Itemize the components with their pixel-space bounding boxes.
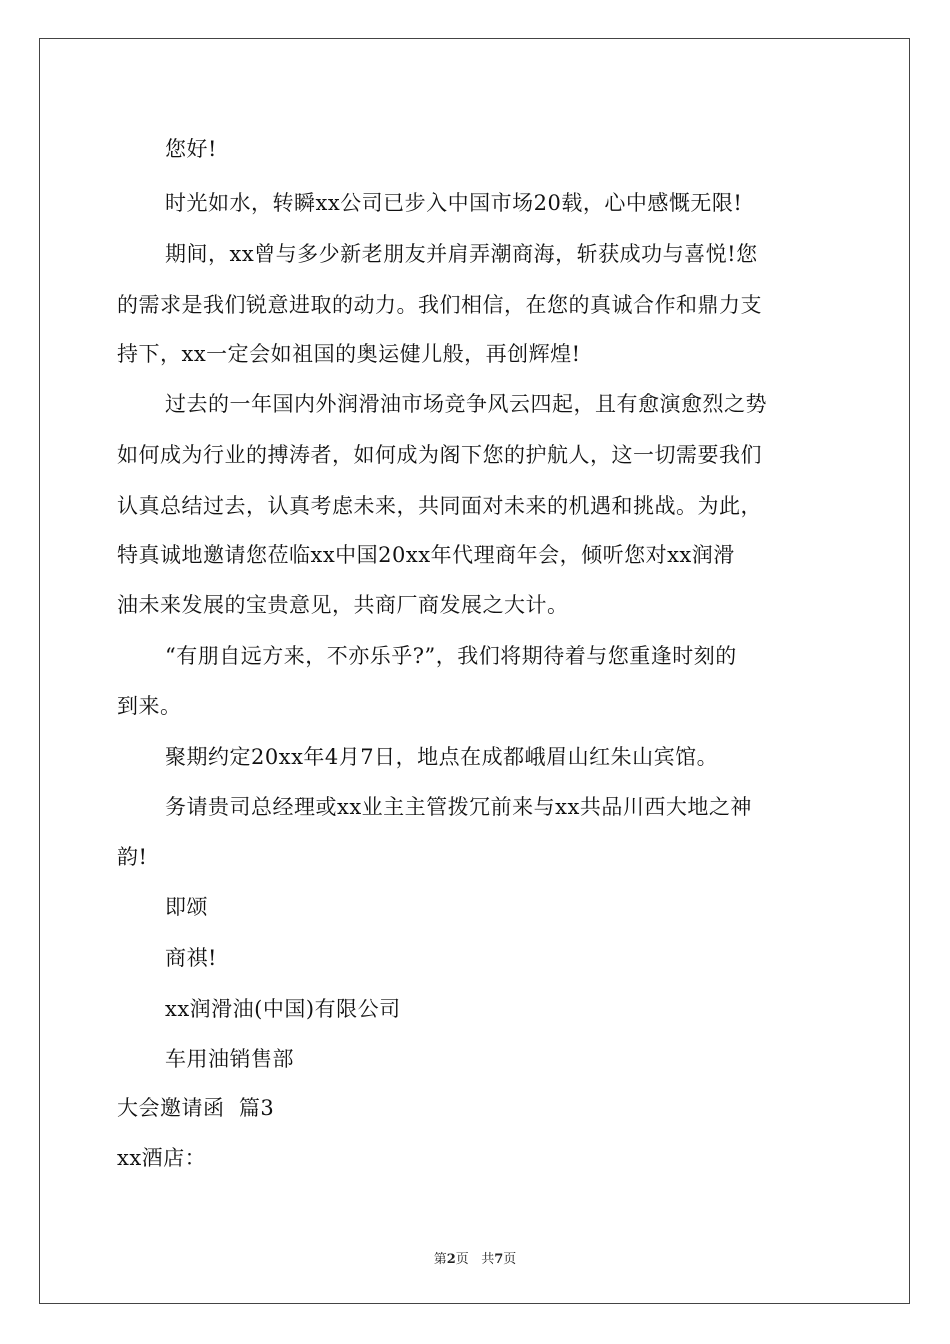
paragraph-5: 聚期约定20xx年4月7日，地点在成都峨眉山红朱山宾馆。 xyxy=(165,745,719,769)
signature-company: xx润滑油(中国)有限公司 xyxy=(165,997,401,1021)
addressee: xx酒店： xyxy=(117,1146,207,1170)
paragraph-6-line-2: 韵! xyxy=(117,845,148,869)
page-footer xyxy=(0,1248,950,1267)
signature-department: 车用油销售部 xyxy=(165,1047,294,1071)
paragraph-1: 时光如水，转瞬xx公司已步入中国市场20载，心中感慨无限! xyxy=(165,191,743,215)
paragraph-3-line-1: 过去的一年国内外润滑油市场竞争风云四起，且有愈演愈烈之势 xyxy=(165,392,767,416)
paragraph-4-line-2: 到来。 xyxy=(117,694,182,718)
closing-line-1: 即颂 xyxy=(165,895,208,919)
paragraph-2-line-2: 的需求是我们锐意进取的动力。我们相信，在您的真诚合作和鼎力支 xyxy=(117,293,762,317)
paragraph-2-line-1: 期间，xx曾与多少新老朋友并肩弄潮商海，斩获成功与喜悦!您 xyxy=(165,242,758,266)
footer-label-pre: 第 xyxy=(433,1252,447,1267)
paragraph-3-line-4: 特真诚地邀请您莅临xx中国20xx年代理商年会，倾听您对xx润滑 xyxy=(117,543,735,567)
paragraph-2-line-3: 持下，xx一定会如祖国的奥运健儿般，再创辉煌! xyxy=(117,342,581,366)
paragraph-3-line-2: 如何成为行业的搏涛者，如何成为阁下您的护航人，这一切需要我们 xyxy=(117,443,762,467)
paragraph-3-line-5: 油未来发展的宝贵意见，共商厂商发展之大计。 xyxy=(117,593,569,617)
paragraph-4-line-1: “有朋自远方来，不亦乐乎?”，我们将期待着与您重逢时刻的 xyxy=(165,644,737,668)
footer-page-current: 2 xyxy=(446,1252,456,1267)
footer-page-total: 7 xyxy=(494,1252,504,1267)
closing-line-2: 商祺! xyxy=(165,946,217,970)
footer-label-mid: 页 共 xyxy=(455,1252,495,1267)
greeting: 您好! xyxy=(165,137,217,161)
paragraph-3-line-3: 认真总结过去，认真考虑未来，共同面对未来的机遇和挑战。为此， xyxy=(117,494,762,518)
section-heading: 大会邀请函 篇3 xyxy=(117,1096,275,1120)
footer-label-post: 页 xyxy=(503,1252,517,1267)
paragraph-6-line-1: 务请贵司总经理或xx业主主管拨冗前来与xx共品川西大地之神 xyxy=(165,795,752,819)
